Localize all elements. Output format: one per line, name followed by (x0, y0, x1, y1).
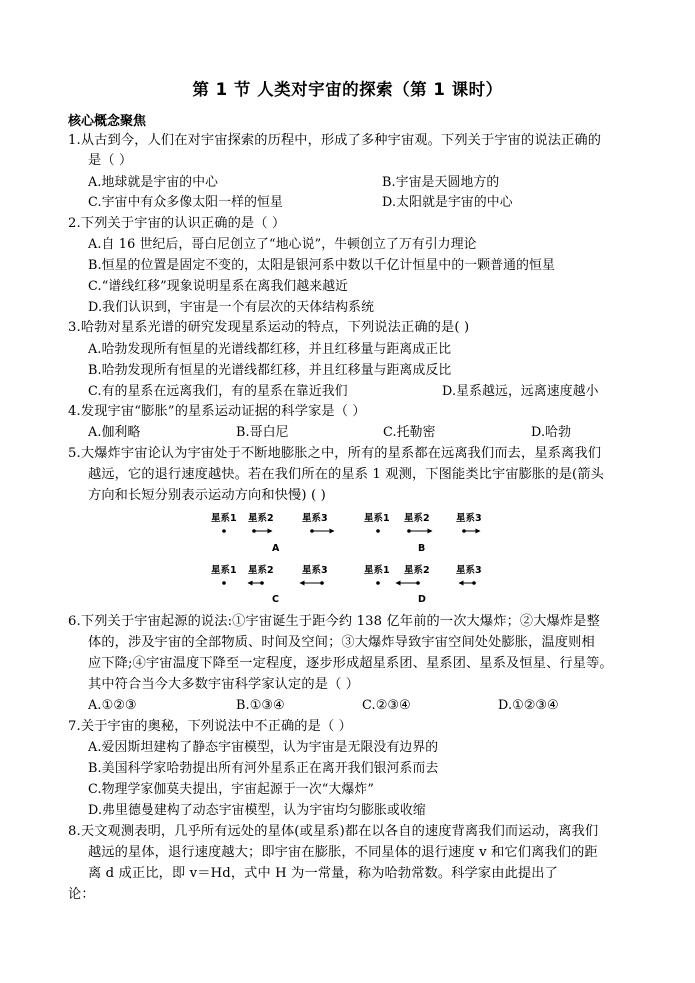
q6-option-d: D.①②③④ (498, 698, 559, 713)
q4-option-b: B.哥白尼 (236, 425, 289, 440)
q5-stem-line2: 越远，它的退行速度越快。若在我们所在的星系 1 观测，下图能类比宇宙膨胀的是(箭头 (88, 467, 605, 482)
panel-a-galaxy1-label: 星系1 (211, 513, 237, 524)
q6-option-b: B.①③④ (236, 698, 285, 713)
q8-stem-line1: 8.天文观测表明，几乎所有远处的星体(或星系)都在以各自的速度背离我们而运动，离我们 (68, 824, 599, 839)
panel-d-label: D (418, 594, 426, 605)
panel-b-galaxy3-label: 星系3 (456, 513, 482, 524)
panel-d-galaxy1-dot (376, 581, 380, 585)
q4-option-d: D.哈勃 (531, 425, 572, 440)
q3-option-d: D.星系越远，远离速度越小 (442, 384, 599, 399)
panel-b-galaxy3-dot (462, 529, 466, 533)
panel-c-galaxy2-dot (260, 581, 264, 585)
q3-option-c: C.有的星系在远离我们，有的星系在靠近我们 (88, 384, 348, 399)
panel-d-galaxy2-dot (416, 581, 420, 585)
q6-stem-line2: 体的，涉及宇宙的全部物质、时间及空间；③大爆炸导致宇宙空间处处膨胀，温度则相 (88, 635, 595, 650)
page-title: 第 1 节 人类对宇宙的探索（第 1 课时） (192, 80, 503, 99)
q2-option-c: C.“谱线红移”现象说明星系在离我们越来越近 (88, 279, 349, 294)
q6-stem-line4: 其中符合当今大多数宇宙科学家认定的是（ ） (88, 677, 360, 692)
figure-panel-d (364, 564, 482, 605)
q7-stem: 7.关于宇宙的奥秘，下列说法中不正确的是（ ） (68, 719, 352, 734)
q1-option-c: C.宇宙中有众多像太阳一样的恒星 (88, 195, 283, 210)
q5-stem-line3: 方向和长短分别表示运动方向和快慢) ( ) (88, 488, 326, 503)
q7-option-b: B.美国科学家哈勃提出所有河外星系正在离开我们银河系而去 (88, 761, 439, 776)
figure-panel-c (211, 564, 328, 605)
q3-option-b: B.哈勃发现所有恒星的光谱线都红移，并且红移量与距离成反比 (88, 363, 452, 378)
q7-option-d: D.弗里德曼建构了动态宇宙模型，认为宇宙均匀膨胀或收缩 (88, 803, 426, 818)
panel-b-galaxy2-dot (407, 529, 411, 533)
q4-option-a: A.伽利略 (88, 425, 141, 440)
panel-a-galaxy3-label: 星系3 (302, 513, 328, 524)
q6-option-c: C.②③④ (362, 698, 411, 713)
panel-d-galaxy3-label: 星系3 (456, 565, 482, 576)
q3-option-a: A.哈勃发现所有恒星的光谱线都红移，并且红移量与距离成正比 (88, 342, 452, 357)
q3-stem: 3.哈勃对星系光谱的研究发现星系运动的特点，下列说法正确的是( ) (68, 320, 470, 335)
panel-a-label: A (272, 543, 280, 554)
panel-b-galaxy1-dot (376, 529, 380, 533)
q2-option-a: A.自 16 世纪后，哥白尼创立了“地心说”，牛顿创立了万有引力理论 (88, 237, 477, 252)
q1-option-b: B.宇宙是天圆地方的 (382, 175, 500, 190)
panel-c-galaxy1-dot (222, 581, 226, 585)
panel-b-label: B (418, 543, 426, 554)
q8-stem-line4: 论： (68, 887, 95, 902)
q8-stem-line2: 越远的星体，退行速度越大；即宇宙在膨胀，不同星体的退行速度 v 和它们离我们的距 (88, 845, 598, 860)
q7-option-a: A.爱因斯坦建构了静态宇宙模型，认为宇宙是无限没有边界的 (88, 740, 439, 755)
figure-panel-a (211, 512, 334, 554)
q1-stem-line2: 是（ ） (88, 153, 133, 168)
panel-d-galaxy3-dot (472, 581, 476, 585)
q5-stem-line1: 5.大爆炸宇宙论认为宇宙处于不断地膨胀之中，所有的星系都在远离我们而去，星系离我们 (68, 446, 602, 461)
panel-a-galaxy2-label: 星系2 (248, 513, 274, 524)
q6-stem-line3: 应下降;④宇宙温度下降至一定程度，逐步形成超星系团、星系团、星系及恒星、行星等。 (88, 656, 613, 671)
q1-option-a: A.地球就是宇宙的中心 (88, 175, 219, 190)
panel-c-galaxy3-label: 星系3 (302, 565, 328, 576)
q2-option-d: D.我们认识到，宇宙是一个有层次的天体结构系统 (88, 300, 375, 315)
q2-stem: 2.下列关于宇宙的认识正确的是（ ） (68, 216, 286, 231)
q7-option-c: C.物理学家伽莫夫提出，宇宙起源于一次“大爆炸” (88, 782, 375, 797)
panel-b-galaxy2-label: 星系2 (404, 513, 430, 524)
panel-c-galaxy3-dot (320, 581, 324, 585)
panel-a-galaxy2-dot (252, 529, 256, 533)
q8-stem-line3: 离 d 成正比，即 v＝Hd，式中 H 为一常量，称为哈勃常数。科学家由此提出了 (88, 866, 558, 881)
panel-b-galaxy1-label: 星系1 (364, 513, 390, 524)
panel-c-label: C (272, 594, 279, 605)
q1-stem-line1: 1.从古到今，人们在对宇宙探索的历程中，形成了多种宇宙观。下列关于宇宙的说法正确的 (68, 133, 602, 148)
panel-a-galaxy3-dot (310, 529, 314, 533)
panel-d-galaxy2-label: 星系2 (404, 565, 430, 576)
q4-stem: 4.发现宇宙“膨胀”的星系运动证据的科学家是（ ） (68, 404, 366, 419)
panel-c-galaxy2-label: 星系2 (248, 565, 274, 576)
q4-option-c: C.托勒密 (383, 425, 436, 440)
figure-panel-b (364, 512, 482, 554)
panel-c-galaxy1-label: 星系1 (211, 565, 237, 576)
panel-a-galaxy1-dot (222, 529, 226, 533)
q1-option-d: D.太阳就是宇宙的中心 (382, 195, 513, 210)
q6-stem-line1: 6.下列关于宇宙起源的说法:①宇宙诞生于距今约 138 亿年前的一次大爆炸；②大爆炸是整 (68, 614, 600, 629)
q6-option-a: A.①②③ (88, 698, 137, 713)
panel-d-galaxy1-label: 星系1 (364, 565, 390, 576)
section-heading: 核心概念聚焦 (68, 114, 147, 129)
q2-option-b: B.恒星的位置是固定不变的，太阳是银河系中数以千亿计恒星中的一颗普通的恒星 (88, 258, 555, 273)
